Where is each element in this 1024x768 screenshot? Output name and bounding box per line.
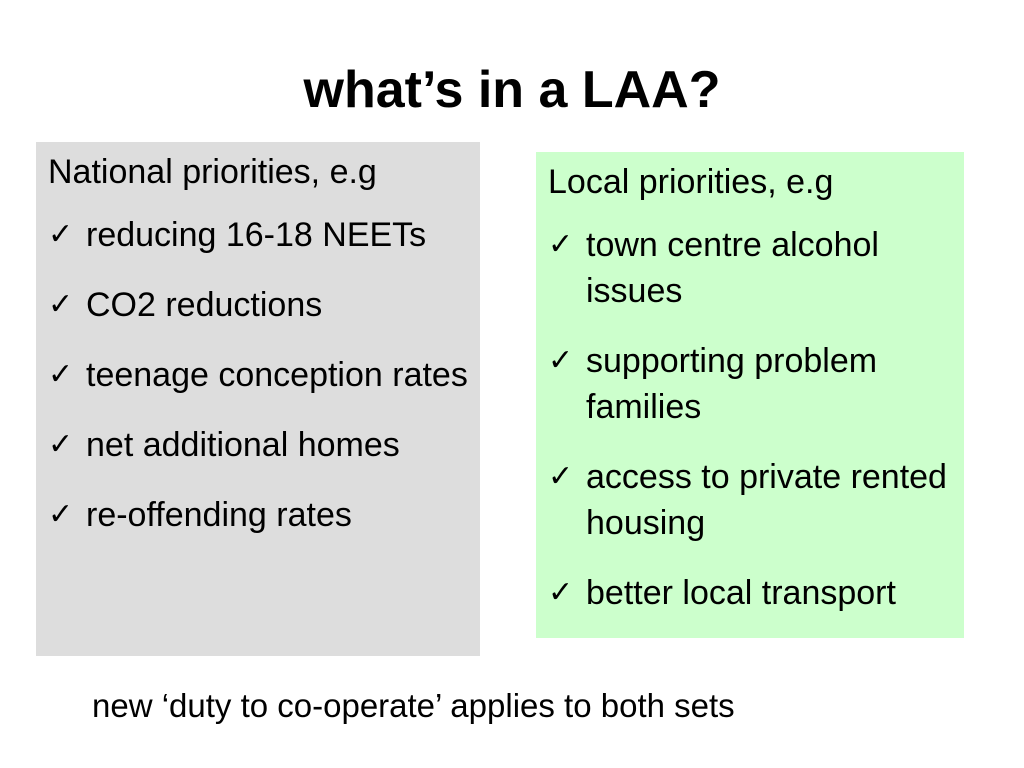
list-item: [548, 222, 952, 314]
list-item-text: CO2 reductions: [86, 286, 323, 324]
list-item-text: better local transport: [586, 574, 896, 612]
list-item-text: reducing 16-18 NEETs: [86, 216, 427, 254]
check-icon: ✓: [48, 217, 74, 252]
footer-note: new ‘duty to co-operate’ applies to both sets: [92, 687, 735, 724]
national-priorities-box: [36, 142, 480, 656]
check-icon: ✓: [48, 497, 74, 532]
check-icon: ✓: [48, 357, 74, 392]
list-item: [48, 492, 468, 538]
list-item-text: teenage conception rates: [86, 356, 468, 394]
list-item-text: net additional homes: [86, 426, 400, 464]
check-icon: ✓: [548, 227, 574, 262]
check-icon: ✓: [548, 459, 574, 494]
list-item: [48, 282, 468, 328]
list-item: [548, 570, 952, 616]
list-item: [548, 338, 952, 430]
list-item: [548, 454, 952, 546]
list-item: [48, 352, 468, 398]
national-priorities-heading: National priorities, e.g: [48, 153, 377, 191]
local-priorities-heading: Local priorities, e.g: [548, 163, 834, 201]
slide-title: what’s in a LAA?: [303, 61, 721, 119]
check-icon: ✓: [548, 343, 574, 378]
local-priorities-list: [548, 222, 952, 616]
list-item-text: supporting problem families: [586, 342, 878, 426]
national-priorities-list: [48, 212, 468, 538]
list-item: [48, 212, 468, 258]
list-item: [48, 422, 468, 468]
list-item-text: access to private rented housing: [586, 458, 947, 542]
check-icon: ✓: [548, 575, 574, 610]
check-icon: ✓: [48, 287, 74, 322]
check-icon: ✓: [48, 427, 74, 462]
list-item-text: re-offending rates: [86, 496, 352, 534]
local-priorities-box: [536, 152, 964, 638]
list-item-text: town centre alcohol issues: [586, 226, 879, 310]
